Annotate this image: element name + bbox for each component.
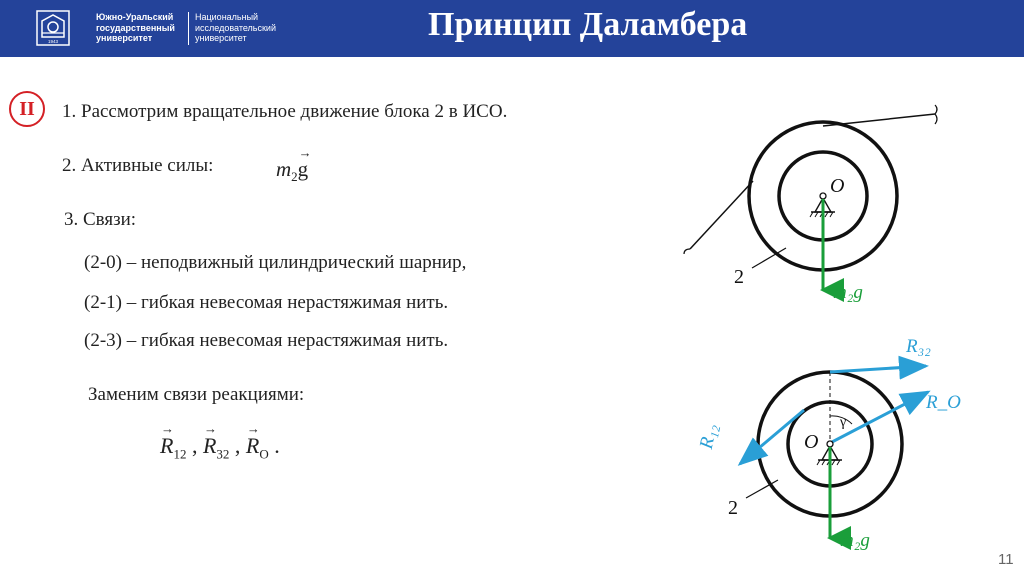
reaction-RO-arrow <box>832 392 928 442</box>
header-bar <box>0 0 1024 57</box>
university-name-line: государственный <box>96 22 175 33</box>
section-marker: II <box>9 91 45 127</box>
university-name <box>96 12 175 44</box>
label-body-2: 2 <box>734 266 744 288</box>
step-2-text <box>62 155 213 177</box>
pivot-point <box>820 193 826 199</box>
pulley-diagram-reactions <box>695 320 970 551</box>
pulley-diagram-active-forces <box>680 100 960 310</box>
replace-constraints-text: Заменим связи реакциями: <box>88 384 305 405</box>
label-O: O <box>804 431 819 453</box>
label-gamma: γ <box>840 415 847 430</box>
active-force-formula: $m_2\to g$ <box>276 157 308 185</box>
label-O: O <box>830 175 845 197</box>
label-R12: R₁₂ <box>695 422 722 451</box>
rope-end-mark <box>684 249 690 254</box>
pivot-point <box>827 441 833 447</box>
label-R32: R₃₂ <box>906 336 931 357</box>
header-divider <box>188 12 189 45</box>
label-RO: R_O <box>926 392 961 413</box>
step-1-text: 1. Рассмотрим вращательное движение блока 2 в ИСО. <box>62 101 508 122</box>
label-m2g: m₂g <box>840 530 870 551</box>
institute-name-line: исследовательский <box>195 22 276 33</box>
step-2-label: 2. Активные силы: <box>62 155 214 176</box>
reaction-R32-arrow <box>830 366 926 372</box>
slide-title: Принцип Даламбера <box>428 6 748 43</box>
page-number: 11 <box>998 551 1014 568</box>
label-m2g: m₂g <box>833 282 863 303</box>
constraint-2-0-text: (2-0) – неподвижный цилиндрический шарнир, <box>84 252 467 273</box>
university-logo-icon <box>34 9 72 49</box>
constraint-2-3-text: (2-3) – гибкая невесомая нерастяжимая нить. <box>84 330 449 351</box>
label-body-2: 2 <box>728 497 738 519</box>
institute-name <box>195 12 276 44</box>
institute-name-line: Национальный <box>195 12 259 22</box>
university-name-line: Южно-Уральский <box>96 12 174 22</box>
rope-line <box>690 181 753 249</box>
rope-end-mark <box>935 105 937 124</box>
university-name-line: университет <box>96 33 153 43</box>
institute-name-line: университет <box>195 33 247 43</box>
step-3-text: 3. Связи: <box>64 209 137 230</box>
reaction-R12-arrow <box>740 410 804 464</box>
logo-year: 1943 <box>47 39 59 44</box>
constraint-2-1-text: (2-1) – гибкая невесомая нерастяжимая нить. <box>84 292 449 313</box>
reactions-formula: → $R_{12}$ , → $R_{32}$ , → $R_O$ . <box>160 433 280 462</box>
